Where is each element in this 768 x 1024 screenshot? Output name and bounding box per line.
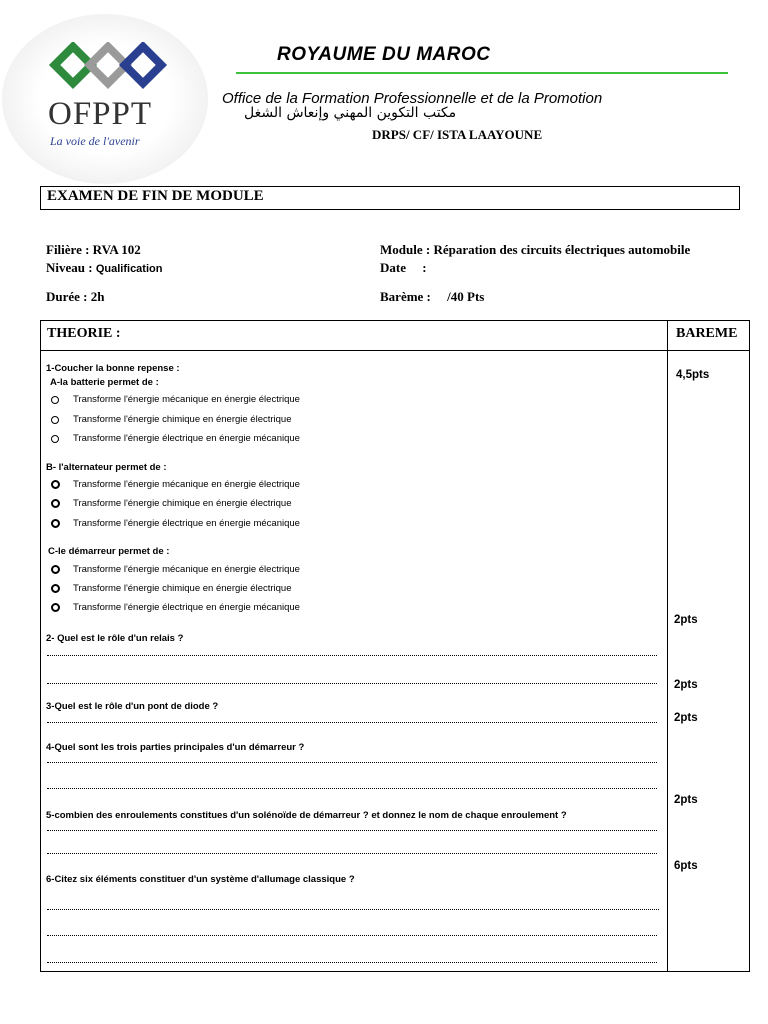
question-3: 3-Quel est le rôle d'un pont de diode ? xyxy=(46,701,219,712)
duree: Durée : 2h xyxy=(46,289,105,304)
ofppt-logo-icon xyxy=(48,42,168,98)
niveau-value: Qualification xyxy=(95,263,163,275)
logo-tagline: La voie de l'avenir xyxy=(50,134,140,148)
q1-c-option-2: Transforme l'énergie chimique en énergie électrique xyxy=(73,583,292,594)
institution-code: DRPS/ CF/ ISTA LAAYOUNE xyxy=(372,127,543,142)
q1-c-option-3-radio[interactable] xyxy=(51,603,60,612)
logo-text: OFPPT xyxy=(48,96,153,132)
points-q6: 6pts xyxy=(674,860,698,872)
date: Date : xyxy=(380,260,427,275)
q1-c-option-3: Transforme l'énergie électrique en énergie mécanique xyxy=(73,602,300,613)
table-header-divider xyxy=(40,350,750,351)
niveau-label: Niveau : xyxy=(46,260,96,275)
points-q2: 2pts xyxy=(674,614,698,626)
answer-line[interactable] xyxy=(47,830,657,831)
office-name-arabic: مكتب التكوين المهني وإنعاش الشغل xyxy=(244,105,457,121)
answer-line[interactable] xyxy=(47,683,657,684)
answer-line[interactable] xyxy=(47,935,657,936)
niveau xyxy=(46,260,162,276)
answer-line[interactable] xyxy=(47,722,657,723)
q1-group-b-label: B- l'alternateur permet de : xyxy=(46,462,167,473)
q1-b-option-1-radio[interactable] xyxy=(51,480,60,489)
q1-b-option-2: Transforme l'énergie chimique en énergie électrique xyxy=(73,498,292,509)
theorie-header: THEORIE : xyxy=(47,326,121,341)
q1-group-c-label: C-le démarreur permet de : xyxy=(48,546,170,557)
answer-line[interactable] xyxy=(47,762,657,763)
points-q5: 2pts xyxy=(674,794,698,806)
answer-line[interactable] xyxy=(47,788,657,789)
q1-a-option-1-radio[interactable] xyxy=(51,396,59,404)
q1-a-option-2: Transforme l'énergie chimique en énergie électrique xyxy=(73,414,292,425)
answer-line[interactable] xyxy=(47,655,657,656)
q1-a-option-3: Transforme l'énergie électrique en énergie mécanique xyxy=(73,433,300,444)
q1-a-option-1: Transforme l'énergie mécanique en énergie électrique xyxy=(73,394,300,405)
question-4: 4-Quel sont les trois parties principales d'un démarreur ? xyxy=(46,742,305,753)
answer-line[interactable] xyxy=(47,909,659,910)
module: Module : Réparation des circuits électriques automobile xyxy=(380,242,691,257)
q1-a-option-3-radio[interactable] xyxy=(51,435,59,443)
question-6: 6-Citez six éléments constituer d'un système d'allumage classique ? xyxy=(46,874,355,885)
question-5: 5-combien des enroulements constitues d'un solénoïde de démarreur ? et donnez le nom de chaque enroulement ? xyxy=(46,810,567,821)
bareme-total: Barème : /40 Pts xyxy=(380,289,485,304)
points-q1: 4,5pts xyxy=(676,369,710,381)
q1-c-option-1: Transforme l'énergie mécanique en énergie électrique xyxy=(73,564,300,575)
office-name: Office de la Formation Professionnelle et de la Promotion xyxy=(222,90,603,107)
q1-b-option-2-radio[interactable] xyxy=(51,499,60,508)
q1-b-option-3: Transforme l'énergie électrique en énergie mécanique xyxy=(73,518,300,529)
q1-b-option-3-radio[interactable] xyxy=(51,519,60,528)
q1-b-option-1: Transforme l'énergie mécanique en énergie électrique xyxy=(73,479,300,490)
answer-line[interactable] xyxy=(47,962,657,963)
kingdom-title: ROYAUME DU MAROC xyxy=(277,44,491,65)
question-2: 2- Quel est le rôle d'un relais ? xyxy=(46,633,184,644)
table-column-divider xyxy=(667,320,668,972)
answer-line[interactable] xyxy=(47,853,657,854)
filiere: Filière : RVA 102 xyxy=(46,242,141,257)
q1-c-option-2-radio[interactable] xyxy=(51,584,60,593)
exam-title: EXAMEN DE FIN DE MODULE xyxy=(47,188,264,204)
header-divider xyxy=(236,72,728,74)
question-1: 1-Coucher la bonne repense : xyxy=(46,363,180,374)
bareme-header: BAREME xyxy=(676,326,738,341)
points-q4: 2pts xyxy=(674,712,698,724)
q1-a-option-2-radio[interactable] xyxy=(51,416,59,424)
points-q3: 2pts xyxy=(674,679,698,691)
q1-c-option-1-radio[interactable] xyxy=(51,565,60,574)
q1-group-a-label: A-la batterie permet de : xyxy=(50,377,159,388)
